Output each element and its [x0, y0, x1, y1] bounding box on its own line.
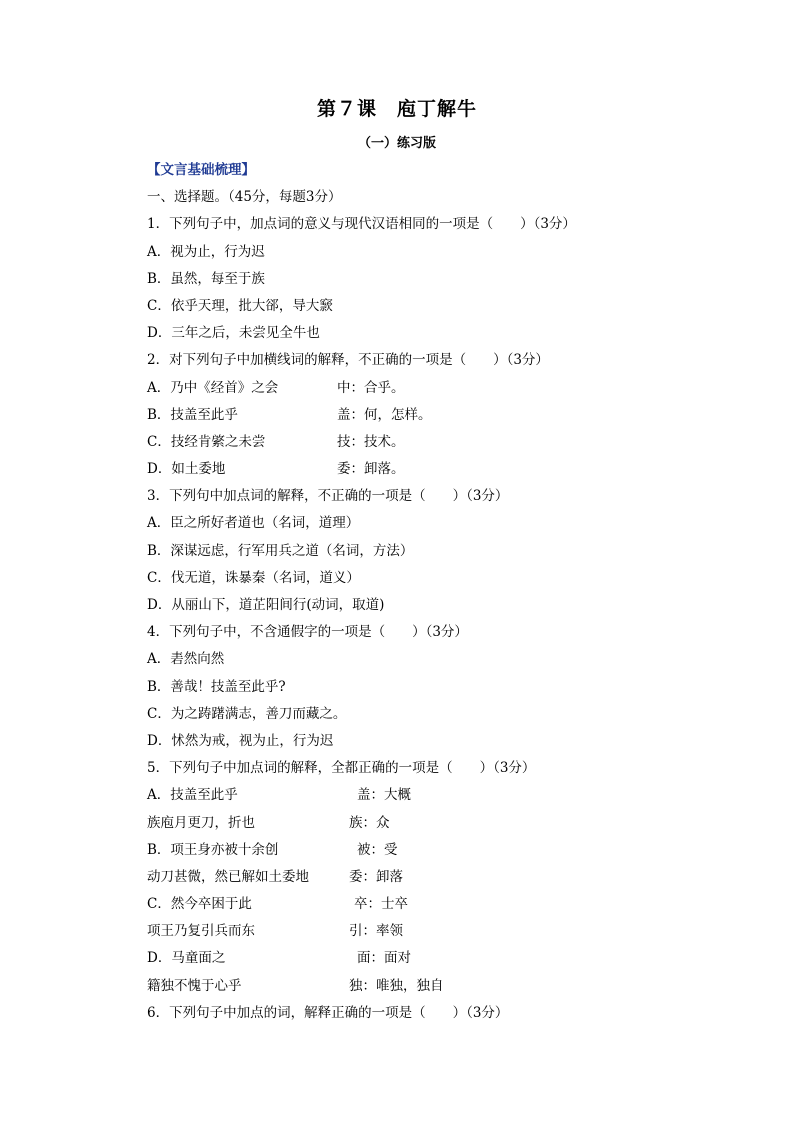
row-gloss: 被：受: [357, 841, 398, 858]
row-gloss: 独：唯独，独自: [349, 977, 444, 994]
question-5-row: [147, 918, 707, 945]
question-4-stem: 4．下列句子中，不含通假字的一项是（ ）（3分）: [147, 624, 468, 641]
option-gloss: 盖：何，怎样。: [337, 406, 432, 423]
question-1-option-b: B．虽然，每至于族: [147, 270, 265, 287]
option-text: B．技盖至此乎: [147, 406, 238, 423]
row-text: 族庖月更刀，折也: [147, 814, 255, 831]
row-text: B．项王身亦被十余创: [147, 841, 279, 858]
question-4-option-c: C．为之踌躇满志，善刀而藏之。: [147, 705, 347, 722]
question-2-option-d: [147, 456, 707, 483]
option-text: D．如土委地: [147, 461, 226, 478]
row-gloss: 族：众: [349, 814, 390, 831]
question-3-option-d: D．从丽山下，道芷阳间行(动词，取道): [147, 597, 385, 613]
question-5-row: [147, 782, 707, 809]
question-1-option-c: C．依乎天理，批大郤，导大窾: [147, 297, 333, 314]
question-3-option-a: A．臣之所好者道也（名词，道理）: [147, 515, 360, 532]
option-gloss: 委：卸落。: [337, 461, 405, 478]
question-3-option-c: C．伐无道，诛暴秦（名词，道义）: [147, 569, 360, 586]
question-3-stem: 3．下列句中加点词的解释，不正确的一项是（ ）（3分）: [147, 488, 509, 505]
row-text: A．技盖至此乎: [147, 787, 238, 804]
question-5-row: [147, 837, 707, 864]
question-5-row: [147, 973, 707, 1000]
option-gloss: 中：合乎。: [337, 379, 405, 396]
question-5-stem: 5．下列句子中加点词的解释，全都正确的一项是（ ）（3分）: [147, 760, 536, 777]
lesson-title: 第７课 庖丁解牛: [316, 98, 477, 120]
row-text: C．然今卒困于此: [147, 896, 252, 913]
row-gloss: 引：率领: [349, 923, 403, 940]
row-text: 籍独不愧于心乎: [147, 977, 242, 994]
row-gloss: 卒：士卒: [354, 896, 408, 913]
question-5-row: [147, 945, 707, 972]
question-5-row: [147, 810, 707, 837]
row-gloss: 面：面对: [357, 950, 411, 967]
question-1-option-a: A．视为止，行为迟: [147, 243, 265, 260]
question-2-option-c: [147, 429, 707, 456]
option-text: A．乃中《经首》之会: [147, 379, 279, 396]
question-5-row: [147, 864, 707, 891]
document-body: [147, 157, 707, 1027]
option-text: C．技经肯綮之未尝: [147, 433, 266, 450]
lesson-subtitle: （一）练习版: [357, 136, 436, 151]
row-text: 动刀甚微，然已解如土委地: [147, 868, 309, 885]
question-3-option-b: B．深谋远虑，行军用兵之道（名词，方法）: [147, 542, 414, 559]
row-text: D．马童面之: [147, 950, 226, 967]
question-1-stem: 1．下列句子中，加点词的意义与现代汉语相同的一项是（ ）（3分）: [147, 216, 576, 233]
row-gloss: 委：卸落: [349, 868, 403, 885]
question-2-option-b: [147, 402, 707, 429]
option-gloss: 技：技术。: [337, 433, 405, 450]
row-gloss: 盖：大概: [357, 787, 411, 804]
row-text: 项王乃复引兵而东: [147, 923, 255, 940]
question-2-option-a: [147, 375, 707, 402]
question-1-option-d: D．三年之后，未尝见全牛也: [147, 325, 320, 342]
section-heading: 【文言基础梳理】: [147, 162, 255, 178]
question-4-option-a: A．砉然向然: [147, 651, 225, 668]
question-4-option-d: D．怵然为戒，视为止，行为迟: [147, 732, 334, 749]
question-5-row: [147, 891, 707, 918]
question-4-option-b: B．善哉！技盖至此乎?: [147, 678, 286, 695]
question-2-stem: 2．对下列句子中加横线词的解释，不正确的一项是（ ）（3分）: [147, 352, 549, 369]
part-heading: 一、选择题。（45分，每题3分）: [147, 189, 342, 206]
question-6-stem: 6．下列句子中加点的词，解释正确的一项是（ ）（3分）: [147, 1004, 509, 1021]
